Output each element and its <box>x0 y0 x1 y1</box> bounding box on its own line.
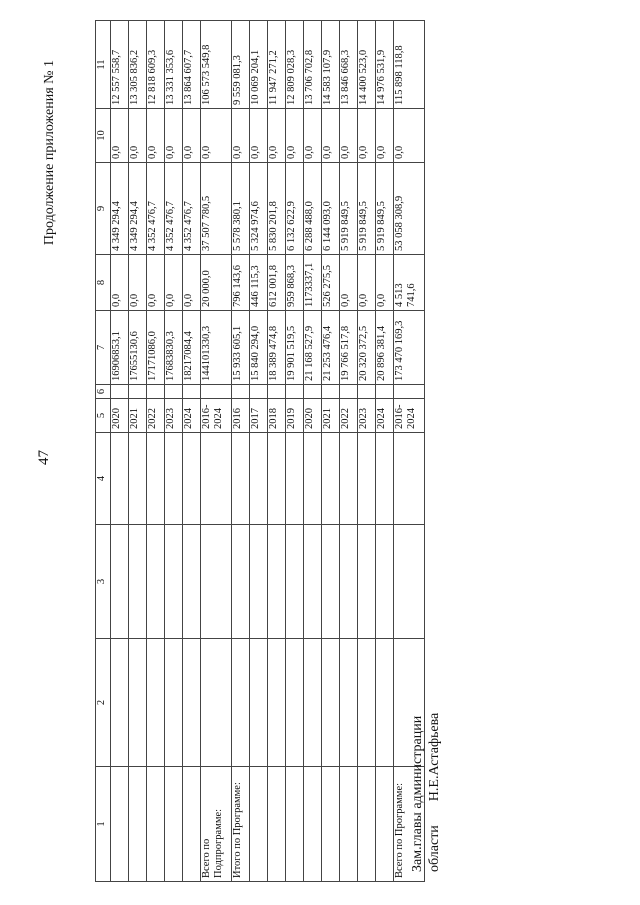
table-cell <box>201 639 232 767</box>
table-cell: 6 132 622,9 <box>286 163 304 255</box>
table-cell <box>201 433 232 525</box>
table-row <box>111 21 129 882</box>
table-row <box>268 21 286 882</box>
table-cell: 2019 <box>286 399 304 433</box>
table-cell: 0,0 <box>165 109 183 163</box>
table-cell <box>322 433 340 525</box>
table-cell: 19 901 519,5 <box>286 311 304 385</box>
col-header: 5 <box>96 399 111 433</box>
table-cell <box>304 525 322 639</box>
table-cell: 115 898 118,8 <box>394 21 425 109</box>
table-cell <box>358 525 376 639</box>
table-cell: 5 919 849,5 <box>340 163 358 255</box>
table-cell <box>111 433 129 525</box>
table-cell: 13 846 668,3 <box>340 21 358 109</box>
table-cell: 17655130,6 <box>129 311 147 385</box>
table-cell: 2023 <box>165 399 183 433</box>
table-cell: 4 352 476,7 <box>165 163 183 255</box>
table-row <box>304 21 322 882</box>
table-cell <box>111 525 129 639</box>
table-cell <box>147 433 165 525</box>
table-row <box>201 21 232 882</box>
table-cell <box>183 433 201 525</box>
table-cell: 2024 <box>183 399 201 433</box>
table-cell: 0,0 <box>250 109 268 163</box>
table-cell: 446 115,3 <box>250 255 268 311</box>
table-cell <box>232 385 250 399</box>
table-cell: 6 144 093,0 <box>322 163 340 255</box>
col-header: 9 <box>96 163 111 255</box>
col-header: 8 <box>96 255 111 311</box>
table-cell <box>232 433 250 525</box>
table-cell <box>340 767 358 882</box>
table-cell: 21 253 476,4 <box>322 311 340 385</box>
table-cell <box>340 525 358 639</box>
table-cell <box>286 385 304 399</box>
table-cell: 0,0 <box>129 255 147 311</box>
table-cell <box>165 433 183 525</box>
table-cell: 0,0 <box>183 255 201 311</box>
table-cell: 4 349 294,4 <box>129 163 147 255</box>
col-header: 3 <box>96 525 111 639</box>
table-cell <box>322 525 340 639</box>
table-cell: 5 919 849,5 <box>376 163 394 255</box>
table-cell: 959 868,3 <box>286 255 304 311</box>
table-row <box>183 21 201 882</box>
table-cell: 2022 <box>147 399 165 433</box>
table-cell <box>340 433 358 525</box>
table-cell <box>250 639 268 767</box>
table-cell <box>268 433 286 525</box>
table-cell: 0,0 <box>268 109 286 163</box>
table-cell: 2021 <box>322 399 340 433</box>
col-header: 7 <box>96 311 111 385</box>
col-header: 10 <box>96 109 111 163</box>
table-cell: 0,0 <box>358 255 376 311</box>
table-cell: 0,0 <box>129 109 147 163</box>
continuation-header: Продолжение приложения № 1 <box>42 60 57 246</box>
table-cell <box>268 767 286 882</box>
col-header: 6 <box>96 385 111 399</box>
table-cell: 17683830,3 <box>165 311 183 385</box>
table-cell: 9 559 081,3 <box>232 21 250 109</box>
table-row <box>358 21 376 882</box>
col-header: 1 <box>96 767 111 882</box>
table-cell <box>268 639 286 767</box>
table-cell <box>358 767 376 882</box>
table-cell: 14 976 531,9 <box>376 21 394 109</box>
table-cell <box>394 433 425 525</box>
table-cell: 53 058 308,9 <box>394 163 425 255</box>
table-cell: 14 583 107,9 <box>322 21 340 109</box>
table-cell <box>147 525 165 639</box>
table-cell: 14 400 523,0 <box>358 21 376 109</box>
table-cell <box>165 525 183 639</box>
table-cell: 13 706 702,8 <box>304 21 322 109</box>
table-cell: 2016-2024 <box>201 399 232 433</box>
table-cell <box>268 525 286 639</box>
signature-region: области <box>426 825 442 872</box>
table-cell <box>376 767 394 882</box>
table-cell <box>111 767 129 882</box>
table-cell: 10 069 204,1 <box>250 21 268 109</box>
table-cell <box>250 767 268 882</box>
table-cell <box>358 433 376 525</box>
table-cell <box>129 525 147 639</box>
table-cell: 16906853,1 <box>111 311 129 385</box>
table-cell: 4 513 741,6 <box>394 255 425 311</box>
table-cell <box>129 433 147 525</box>
table-cell: 6 288 488,0 <box>304 163 322 255</box>
table-cell: 5 324 974,6 <box>250 163 268 255</box>
table-cell: 2020 <box>304 399 322 433</box>
table-header-row <box>96 21 111 882</box>
table-cell: 0,0 <box>304 109 322 163</box>
table-cell: 17171086,0 <box>147 311 165 385</box>
table-cell <box>129 639 147 767</box>
table-cell: 0,0 <box>183 109 201 163</box>
table-row <box>250 21 268 882</box>
signature-block <box>410 713 444 872</box>
table-cell: 2018 <box>268 399 286 433</box>
table-cell <box>165 385 183 399</box>
table-cell: 4 352 476,7 <box>147 163 165 255</box>
table-cell <box>376 385 394 399</box>
table-cell: 5 578 380,1 <box>232 163 250 255</box>
table-cell: 1173337,1 <box>304 255 322 311</box>
table-cell: 20 000,0 <box>201 255 232 311</box>
table-cell <box>111 639 129 767</box>
table-cell: Всего по Подпрограмме: <box>201 767 232 882</box>
table-cell: 12 557 558,7 <box>111 21 129 109</box>
table-cell <box>165 639 183 767</box>
table-cell: 2024 <box>376 399 394 433</box>
table-cell: 18217084,4 <box>183 311 201 385</box>
table-cell: 18 389 474,8 <box>268 311 286 385</box>
table-row <box>376 21 394 882</box>
table-cell <box>232 525 250 639</box>
table-cell <box>201 385 232 399</box>
table-cell: 5 830 201,8 <box>268 163 286 255</box>
table-cell: 2021 <box>129 399 147 433</box>
table-cell: 0,0 <box>286 109 304 163</box>
table-cell: 15 933 605,1 <box>232 311 250 385</box>
table-cell <box>376 433 394 525</box>
table-cell: 0,0 <box>376 255 394 311</box>
table-row <box>340 21 358 882</box>
table-cell <box>183 385 201 399</box>
table-cell <box>183 639 201 767</box>
table-cell: 0,0 <box>358 109 376 163</box>
table-cell: 0,0 <box>147 109 165 163</box>
col-header: 2 <box>96 639 111 767</box>
table-cell: 37 507 780,5 <box>201 163 232 255</box>
signature-name: Н.Е.Астафьева <box>426 712 442 802</box>
table-row <box>129 21 147 882</box>
table-cell: 796 143,6 <box>232 255 250 311</box>
table-cell: 13 331 353,6 <box>165 21 183 109</box>
table-cell <box>340 385 358 399</box>
table-cell <box>286 639 304 767</box>
table-cell <box>304 433 322 525</box>
table-cell <box>286 433 304 525</box>
table-cell: 4 349 294,4 <box>111 163 129 255</box>
table-cell: 0,0 <box>322 109 340 163</box>
table-cell: Итого по Программе: <box>232 767 250 882</box>
table-cell <box>322 767 340 882</box>
table-cell <box>376 639 394 767</box>
table-cell <box>250 385 268 399</box>
table-cell <box>286 525 304 639</box>
table-body <box>111 21 425 882</box>
table-cell <box>129 767 147 882</box>
table-cell <box>358 639 376 767</box>
signature-title: Зам.главы администрации <box>410 715 425 872</box>
table-cell: 0,0 <box>232 109 250 163</box>
table-cell: 13 864 607,7 <box>183 21 201 109</box>
table-cell: 13 305 836,2 <box>129 21 147 109</box>
table-cell <box>340 639 358 767</box>
table-cell <box>147 385 165 399</box>
table-row <box>232 21 250 882</box>
budget-table <box>95 20 425 882</box>
table-cell: 0,0 <box>394 109 425 163</box>
table-cell <box>147 767 165 882</box>
table-cell <box>304 639 322 767</box>
table-cell: 2016 <box>232 399 250 433</box>
table-cell: 12 809 028,3 <box>286 21 304 109</box>
table-cell: 106 573 549,8 <box>201 21 232 109</box>
table-cell <box>322 639 340 767</box>
table-cell <box>376 525 394 639</box>
table-cell: 20 320 372,5 <box>358 311 376 385</box>
table-cell: 0,0 <box>376 109 394 163</box>
table-cell: 0,0 <box>340 109 358 163</box>
table-cell: 0,0 <box>111 255 129 311</box>
table-cell: 0,0 <box>201 109 232 163</box>
table-cell <box>165 767 183 882</box>
table-cell: 2020 <box>111 399 129 433</box>
table-cell: 612 001,8 <box>268 255 286 311</box>
table-cell <box>111 385 129 399</box>
table-cell <box>250 525 268 639</box>
table-cell: 2016-2024 <box>394 399 425 433</box>
table-cell <box>322 385 340 399</box>
col-header: 4 <box>96 433 111 525</box>
table-cell <box>358 385 376 399</box>
table-cell <box>304 767 322 882</box>
table-row <box>322 21 340 882</box>
table-cell <box>268 385 286 399</box>
table-cell: 173 470 169,3 <box>394 311 425 385</box>
table-cell: 0,0 <box>165 255 183 311</box>
table-cell: 2023 <box>358 399 376 433</box>
table-cell: 2017 <box>250 399 268 433</box>
table-cell: 20 896 381,4 <box>376 311 394 385</box>
table-cell: 0,0 <box>340 255 358 311</box>
table-cell: 19 766 517,8 <box>340 311 358 385</box>
table-cell <box>304 385 322 399</box>
table-cell: 12 818 609,3 <box>147 21 165 109</box>
table-cell <box>183 525 201 639</box>
table-cell <box>183 767 201 882</box>
page-number: 47 <box>36 450 52 465</box>
table-cell <box>147 639 165 767</box>
table-cell <box>232 639 250 767</box>
table-cell: 5 919 849,5 <box>358 163 376 255</box>
table-row <box>286 21 304 882</box>
table-cell: Всего по Программе: <box>394 767 425 882</box>
table-cell <box>129 385 147 399</box>
table-cell <box>394 385 425 399</box>
table-cell <box>201 525 232 639</box>
table-row <box>165 21 183 882</box>
table-cell: 0,0 <box>147 255 165 311</box>
table-row <box>147 21 165 882</box>
table-cell <box>286 767 304 882</box>
table-cell: 0,0 <box>111 109 129 163</box>
table-cell: 4 352 476,7 <box>183 163 201 255</box>
table-cell: 15 840 294,0 <box>250 311 268 385</box>
table-cell: 11 947 271,2 <box>268 21 286 109</box>
table-cell <box>250 433 268 525</box>
table-cell: 526 275,5 <box>322 255 340 311</box>
table-cell: 144101330,3 <box>201 311 232 385</box>
col-header: 11 <box>96 21 111 109</box>
table-cell: 21 168 527,9 <box>304 311 322 385</box>
table-cell <box>394 525 425 639</box>
table-cell: 2022 <box>340 399 358 433</box>
